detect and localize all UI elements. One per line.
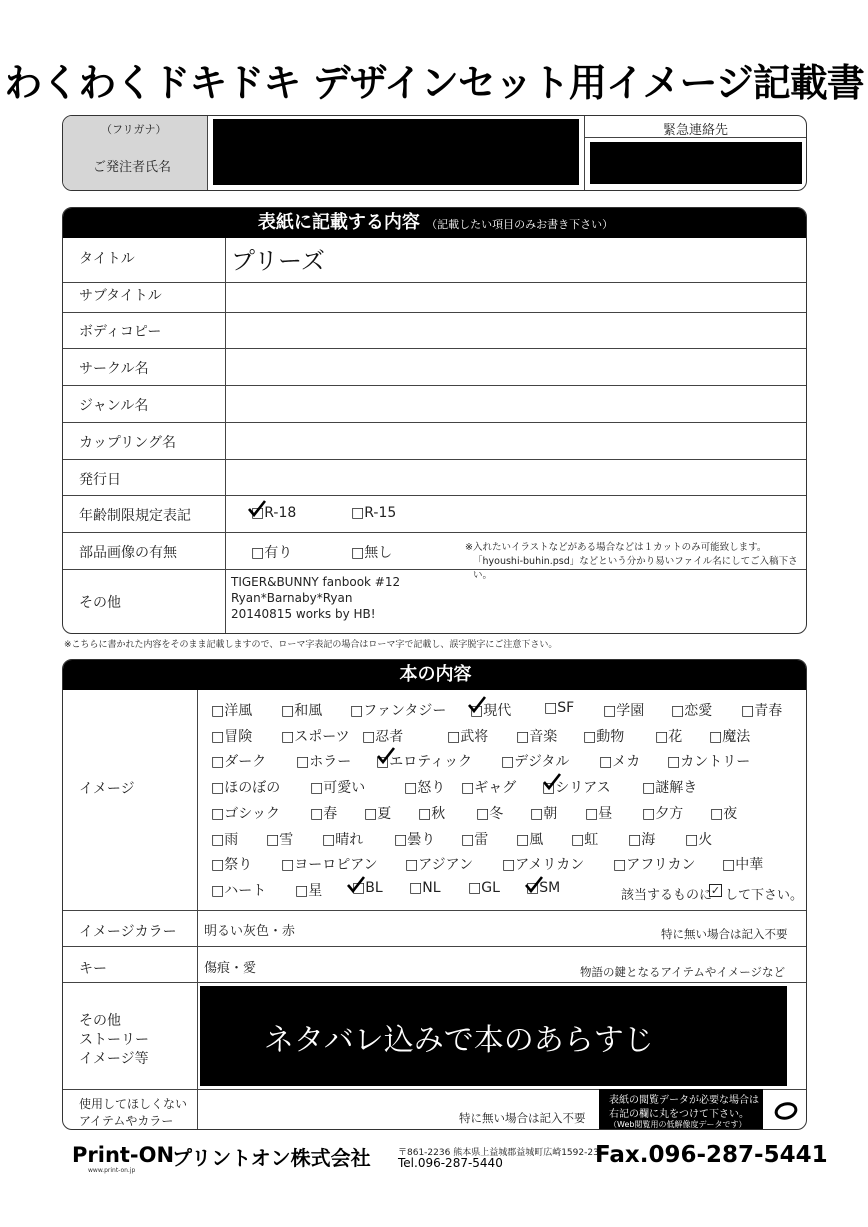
other-line-2[interactable]: Ryan*Barnaby*Ryan [231, 591, 353, 605]
image-checkbox-item[interactable]: □夏 [364, 806, 392, 822]
checkmark-icon [467, 696, 487, 714]
circle-label: サークル名 [79, 361, 149, 377]
book-row-line [63, 946, 806, 947]
image-checkbox-item[interactable]: □夜 [710, 806, 738, 822]
image-checkbox-item[interactable]: □洋風 [211, 703, 253, 719]
parts-note-2: 「hyoushi-buhin.psd」などという分かり易いファイル名にしてご入稿下さい。 [473, 556, 798, 581]
check-hint-a: 該当するものに [621, 888, 713, 903]
image-checkbox-item[interactable]: □カントリー [667, 754, 751, 770]
image-checkbox-item[interactable]: □現代 [470, 703, 512, 719]
image-checkbox-item[interactable]: □SF [544, 700, 575, 716]
color-note: 特に無い場合は記入不要 [661, 927, 788, 941]
image-checkbox-item[interactable]: □晴れ [322, 832, 364, 848]
image-checkbox-item[interactable]: □雪 [266, 832, 294, 848]
checkmark-icon [542, 773, 562, 791]
image-checkbox-item[interactable]: □メカ [599, 754, 641, 770]
avoid-label-2: アイテムやカラー [79, 1114, 174, 1128]
book-header: 本の内容 [63, 660, 807, 690]
image-checkbox-item[interactable]: □中華 [722, 857, 764, 873]
parts-note-1: ※入れたいイラストなどがある場合などは１カットのみ可能致します。 [465, 542, 767, 553]
page-title: わくわくドキドキ デザインセット用イメージ記載書 [4, 61, 864, 105]
data-note-2: 右記の欄に丸をつけて下さい。 [609, 1109, 749, 1120]
coupling-label: カップリング名 [79, 435, 177, 451]
image-checkbox-item[interactable]: □スポーツ [281, 729, 350, 745]
age-label: 年齢制限規定表記 [79, 508, 191, 524]
redacted-emergency [590, 142, 802, 184]
checkmark-icon [376, 747, 396, 765]
cover-section [62, 207, 807, 634]
image-checkbox-item[interactable]: □ダーク [211, 754, 267, 770]
image-checkbox-item[interactable]: □音楽 [516, 729, 558, 745]
image-checkbox-item[interactable]: □花 [655, 729, 683, 745]
orderer-box [62, 115, 807, 191]
image-checkbox-item[interactable]: □シリアス [542, 780, 611, 796]
checkmark-icon [346, 876, 366, 894]
image-checkbox-item[interactable]: □怒り [404, 780, 446, 796]
check-hint-b: して下さい。 [725, 888, 804, 903]
cover-row-line [63, 312, 806, 313]
image-checkbox-item[interactable]: □ゴシック [211, 806, 280, 822]
checkmark-icon [524, 876, 544, 894]
age-r18-checkbox[interactable]: □R-18 [251, 505, 297, 521]
cover-row-line [63, 385, 806, 386]
image-checkbox-item[interactable]: □ヨーロピアン [281, 857, 378, 873]
story-label-1: その他 [79, 1013, 121, 1029]
orderer-name-label: ご発注者氏名 [93, 160, 172, 175]
image-checkbox-item[interactable]: □風 [516, 832, 544, 848]
other-line-3[interactable]: 20140815 works by HB! [231, 607, 376, 621]
checkmark-icon [247, 500, 267, 518]
image-checkbox-item[interactable]: □祭り [211, 857, 253, 873]
other-label: その他 [79, 595, 121, 611]
cover-row-line [63, 282, 806, 283]
avoid-note: 特に無い場合は記入不要 [459, 1111, 586, 1125]
cover-row-line [63, 348, 806, 349]
image-checkbox-item[interactable]: □ホラー [296, 754, 352, 770]
key-note: 物語の鍵となるアイテムやイメージなど [580, 965, 786, 979]
image-checkbox-item[interactable]: □冬 [476, 806, 504, 822]
image-label: イメージ [79, 781, 135, 797]
cover-label-divider [225, 238, 226, 633]
image-checkbox-item[interactable]: □ファンタジー [350, 703, 447, 719]
furigana-label: （フリガナ） [101, 123, 167, 136]
image-checkbox-item[interactable]: □NL [409, 880, 441, 896]
image-checkbox-item[interactable]: □アフリカン [613, 857, 696, 873]
image-checkbox-item[interactable]: □昼 [585, 806, 613, 822]
emergency-divider [584, 137, 806, 138]
image-checkbox-item[interactable]: □雷 [461, 832, 489, 848]
subtitle-label: サブタイトル [79, 288, 162, 304]
cover-footnote: ※こちらに書かれた内容をそのまま記載しますので、ローマ字表記の場合はローマ字で記載し、誤字脱字にご注意下さい。 [64, 640, 558, 650]
avoid-label-1: 使用してほしくない [79, 1097, 188, 1111]
color-label: イメージカラー [79, 924, 177, 940]
avoid-divider [197, 1090, 198, 1130]
parts-no-checkbox[interactable]: □無し [351, 545, 393, 561]
story-label-3: イメージ等 [79, 1051, 149, 1067]
image-checkbox-item[interactable]: □学園 [603, 703, 645, 719]
title-label: タイトル [79, 251, 135, 267]
company-name: プリントオン株式会社 [172, 1146, 371, 1170]
book-row-line [63, 982, 806, 983]
image-checkbox-item[interactable]: □ほのぼの [211, 780, 281, 796]
other-line-1[interactable]: TIGER&BUNNY fanbook #12 [231, 575, 401, 589]
key-label: キー [79, 961, 107, 977]
image-checkbox-item[interactable]: □海 [628, 832, 656, 848]
color-value[interactable]: 明るい灰色・赤 [204, 924, 296, 939]
image-checkbox-item[interactable]: □動物 [583, 729, 625, 745]
image-checkbox-item[interactable]: □武将 [447, 729, 489, 745]
image-checkbox-item[interactable]: □朝 [530, 806, 558, 822]
cover-row-line [63, 495, 806, 496]
company-tel: Tel.096-287-5440 [398, 1156, 503, 1170]
cover-header-title: 表紙に記載する内容 [257, 212, 420, 233]
checkbox-sample-icon: ✓ [710, 884, 721, 897]
image-checkbox-item[interactable]: □ハート [211, 883, 267, 899]
orderer-divider [584, 116, 585, 190]
image-checkbox-item[interactable]: □曇り [394, 832, 436, 848]
image-checkbox-item[interactable]: □エロティック [376, 754, 473, 770]
key-value[interactable]: 傷痕・愛 [204, 961, 257, 976]
company-address: 〒861-2236 熊本県上益城郡益城町広崎1592-23 [398, 1148, 599, 1158]
redacted-furigana [213, 119, 579, 185]
emergency-label: 緊急連絡先 [663, 123, 729, 138]
bodycopy-label: ボディコピー [79, 324, 162, 340]
data-note-1: 表紙の閲覧データが必要な場合は [609, 1095, 759, 1106]
image-checkbox-item[interactable]: □恋愛 [671, 703, 713, 719]
image-checkbox-item[interactable]: □雨 [211, 832, 239, 848]
image-checkbox-item[interactable]: □謎解き [642, 780, 698, 796]
company-url: www.print-on.jp [88, 1167, 136, 1174]
company-logo: Print-ON [72, 1143, 175, 1167]
image-checkbox-item[interactable]: □星 [295, 883, 323, 899]
story-label-2: ストーリー [79, 1032, 149, 1048]
image-checkbox-item[interactable]: □魔法 [709, 729, 751, 745]
title-value[interactable]: プリーズ [231, 247, 325, 275]
company-fax: Fax.096-287-5441 [595, 1142, 828, 1168]
image-checkbox-item[interactable]: □秋 [418, 806, 446, 822]
image-checkbox-item[interactable]: □BL [352, 880, 383, 896]
cover-row-line [63, 422, 806, 423]
image-checkbox-item[interactable]: □忍者 [362, 729, 404, 745]
image-checkbox-item[interactable]: □虹 [571, 832, 599, 848]
image-checkbox-item[interactable]: □SM [526, 880, 561, 896]
image-checkbox-item[interactable]: □火 [685, 832, 713, 848]
image-checkbox-item[interactable]: □青春 [741, 703, 783, 719]
book-row-line [63, 910, 806, 911]
image-checkbox-item[interactable]: □アメリカン [502, 857, 585, 873]
data-note-3: （Web閲覧用の低解像度データです） [609, 1120, 747, 1129]
date-label: 発行日 [79, 472, 121, 488]
image-checkbox-item[interactable]: □GL [468, 880, 500, 896]
image-checkbox-item[interactable]: □デジタル [501, 754, 570, 770]
cover-header [63, 208, 807, 238]
image-checkbox-item[interactable]: □冒険 [211, 729, 253, 745]
cover-row-line [63, 459, 806, 460]
age-r15-checkbox[interactable]: □R-15 [351, 505, 397, 521]
image-checkbox-item[interactable]: □可愛い [310, 780, 366, 796]
image-checkbox-item[interactable]: □和風 [281, 703, 323, 719]
cover-row-line [63, 532, 806, 533]
image-checkbox-item[interactable]: □夕方 [642, 806, 684, 822]
cover-header-note: （記載したい項目のみお書き下さい） [426, 218, 614, 231]
image-checkbox-item[interactable]: □アジアン [405, 857, 474, 873]
circle-mark-icon [773, 1100, 799, 1122]
image-checkbox-item[interactable]: □ギャグ [461, 780, 517, 796]
parts-label: 部品画像の有無 [79, 545, 177, 561]
genre-label: ジャンル名 [79, 398, 149, 414]
parts-yes-checkbox[interactable]: □有り [251, 545, 293, 561]
story-value: ネタバレ込みで本のあらすじ [264, 1023, 654, 1058]
image-checkbox-item[interactable]: □春 [310, 806, 338, 822]
